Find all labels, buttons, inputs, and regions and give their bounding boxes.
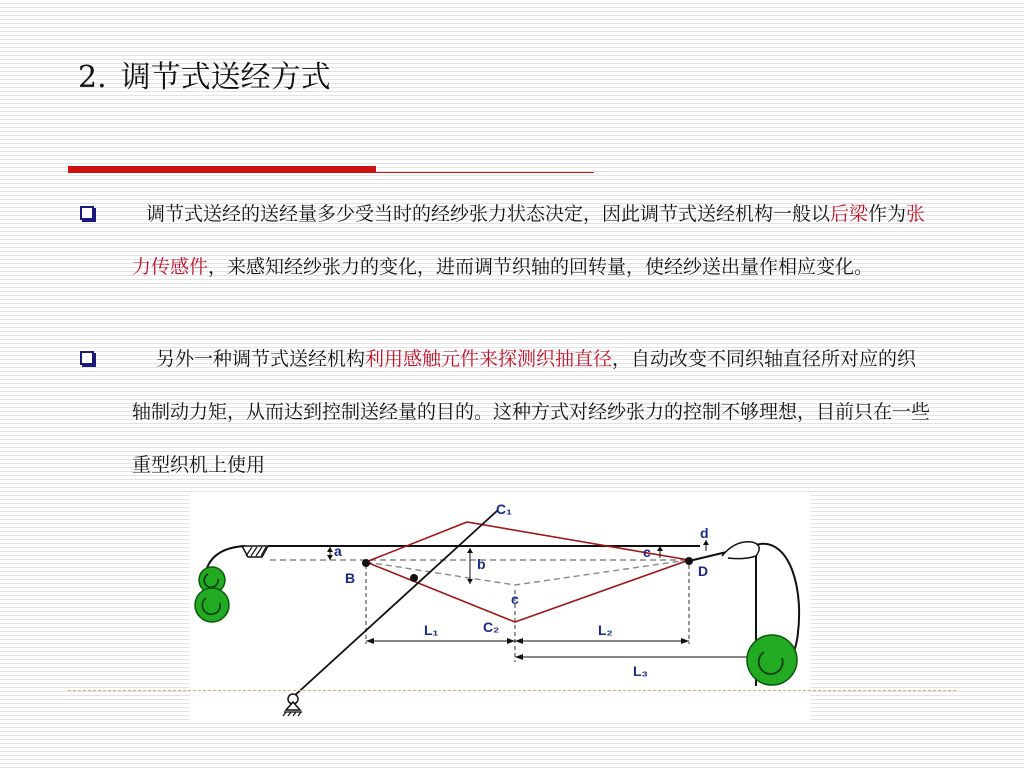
label-L1: L₁: [424, 622, 439, 638]
label-L2: L₂: [598, 622, 613, 638]
warp-beam-icon: [195, 588, 229, 622]
point-b: [362, 559, 370, 567]
diagram-background: [190, 495, 810, 720]
para1-text-2: 作为: [868, 203, 907, 225]
point-lever: [410, 574, 418, 582]
label-D: D: [698, 563, 709, 579]
para2-text-1: 另外一种调节式送经机构: [156, 348, 366, 370]
footer-divider: [68, 690, 956, 691]
cloth-roller-icon: [747, 635, 797, 685]
label-L3: L₃: [633, 663, 649, 679]
para2-highlight-1: 利用感触元件来探测织抽直径: [365, 348, 613, 370]
label-d: d: [700, 525, 709, 541]
label-b: b: [477, 556, 486, 572]
label-c: c: [511, 591, 519, 607]
label-C2: C₂: [483, 619, 500, 635]
title-number: 2.: [78, 60, 107, 95]
label-c1: C₁: [496, 501, 512, 517]
para1-text-3: ，来感知经纱张力的变化，进而调节织轴的回转量，使经纱送出量作相应变化。: [208, 256, 874, 278]
title-text: 调节式送经方式: [120, 60, 331, 95]
label-c-small: c: [643, 544, 651, 560]
para1-highlight-2: 张力传感件: [132, 203, 926, 278]
para1-text-1: 调节式送经的送经量多少受当时的经纱张力状态决定，因此调节式送经机构一般以: [146, 203, 831, 225]
label-a: a: [334, 543, 342, 559]
para2-text-2: ，自动改变不同织轴直径所对应的织轴制动力矩，从而达到控制送经量的目的。这种方式对经纱张力的控制不够理想，目前只在一些重型织机上使用: [132, 348, 931, 476]
label-B: B: [345, 570, 356, 586]
para1-highlight-1: 后梁: [830, 203, 869, 225]
